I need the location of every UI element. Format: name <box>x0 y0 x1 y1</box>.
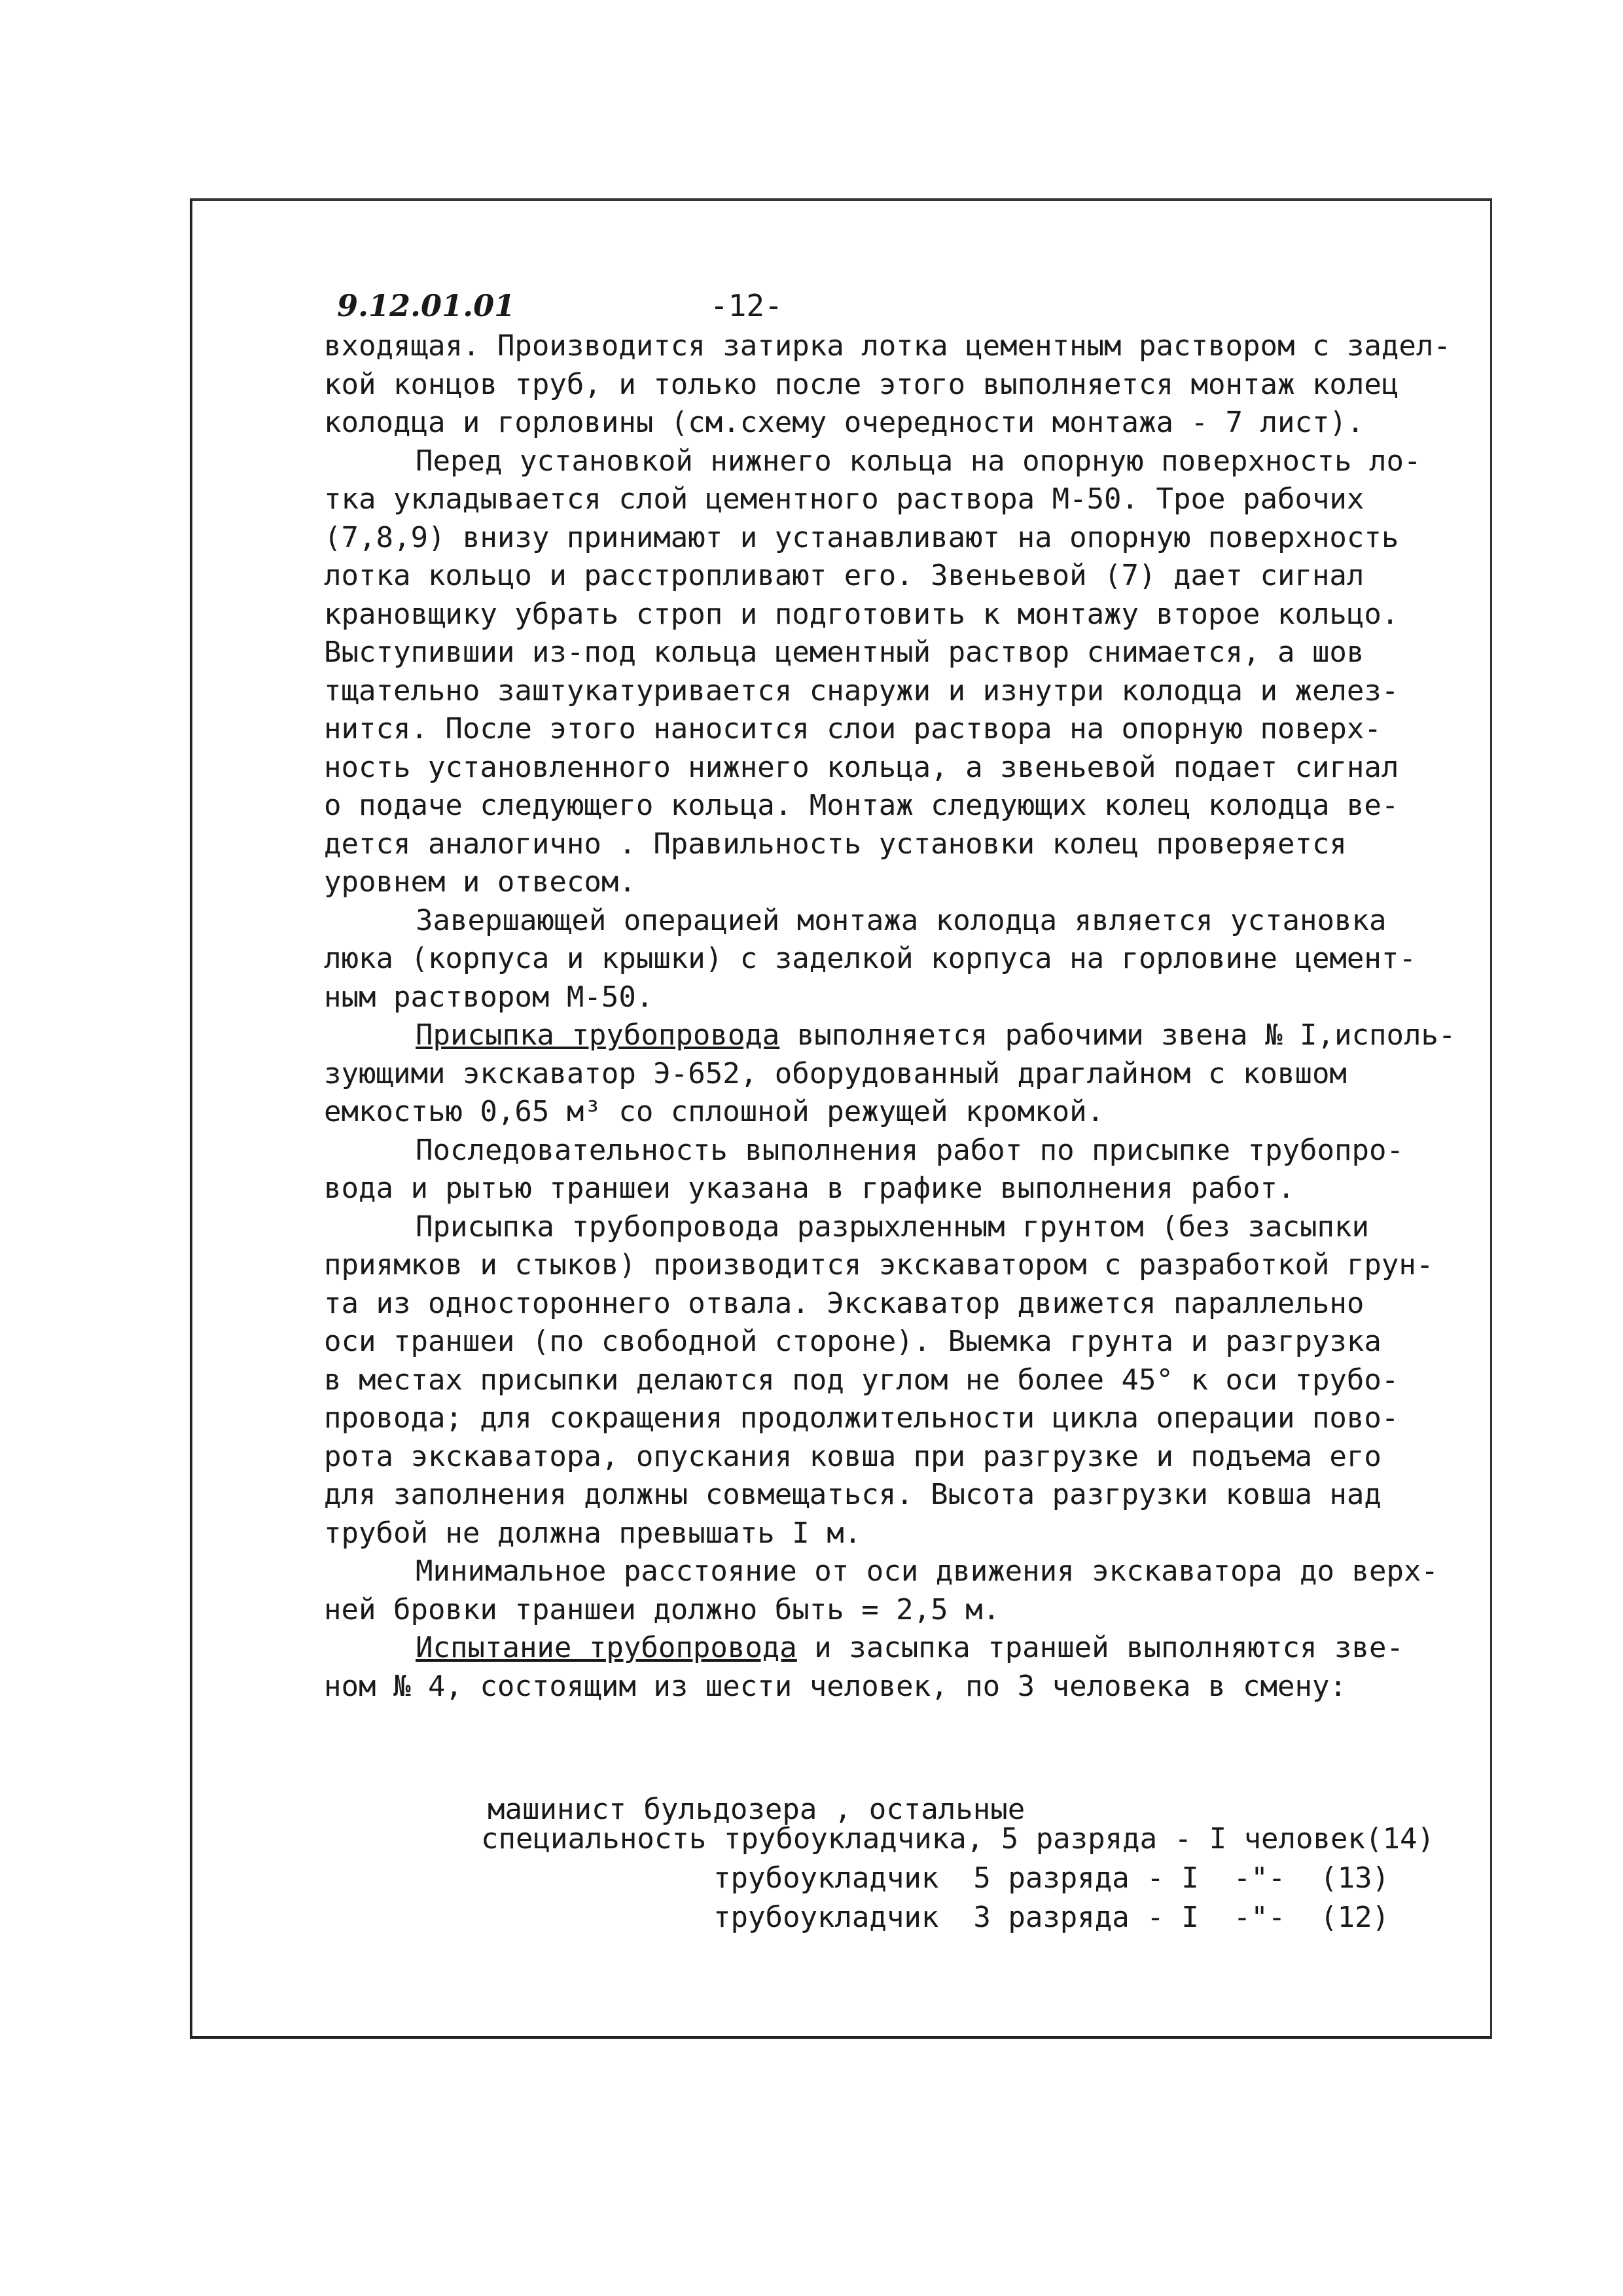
text-line: Присыпка трубопровода разрыхленным грунтом (без засыпки <box>416 1210 1369 1244</box>
text-line: дется аналогично . Правильность установки колец проверяется <box>324 827 1347 861</box>
text-line: Перед установкой нижнего кольца на опорную поверхность ло- <box>416 444 1421 478</box>
text-line: уровнем и отвесом. <box>324 865 636 899</box>
text-line: ном № 4, состоящим из шести человек, по 3 человека в смену: <box>324 1669 1347 1703</box>
text-line: Выступившии из-под кольца цементный раствор снимается, а шов <box>324 636 1364 669</box>
text-line: Завершающей операцией монтажа колодца является установка <box>416 903 1387 937</box>
text-line: вода и рытью траншеи указана в графике выполнения работ. <box>324 1172 1295 1205</box>
text-line: оси траншеи (по свободной стороне). Выемка грунта и разгрузка <box>324 1325 1382 1358</box>
text-line: провода; для сокращения продолжительности цикла операции пово- <box>324 1401 1399 1435</box>
body-text <box>324 327 1476 1706</box>
text-line: колодца и горловины (см.схему очередности монтажа - 7 лист). <box>324 406 1364 439</box>
text-line <box>324 1629 1476 1668</box>
text-line: нится. После этого наносится слои раствора на опорную поверх- <box>324 712 1382 745</box>
page-number: -12- <box>710 288 783 323</box>
document-code: 9.12.01.01 <box>337 288 516 323</box>
text-line: люка (корпуса и крышки) с заделкой корпуса на горловине цемент- <box>324 942 1416 975</box>
staff-line: машинист бульдозера , остальные <box>488 1793 1026 1826</box>
text-line: приямков и стыков) производится экскаватором с разработкой грун- <box>324 1248 1434 1282</box>
text-line: о подаче следующего кольца. Монтаж следующих колец колодца ве- <box>324 789 1399 822</box>
text-line: Последовательность выполнения работ по присыпке трубопро- <box>416 1133 1404 1167</box>
text-line: рота экскаватора, опускания ковша при разгрузке и подъема его <box>324 1439 1382 1473</box>
text-line: (7,8,9) внизу принимают и устанавливают на опорную поверхность <box>324 520 1399 554</box>
text-line <box>324 1016 1476 1055</box>
section-heading-ispytanie: Испытание трубопровода <box>416 1631 797 1664</box>
text-line: зующими экскаватор Э-652, оборудованный драглайном с ковшом <box>324 1056 1347 1090</box>
section-heading-prisypka: Присыпка трубопровода <box>416 1018 780 1052</box>
text-line: крановщику убрать строп и подготовить к монтажу второе кольцо. <box>324 597 1399 631</box>
text-line: Минимальное расстояние от оси движения экскаватора до верх- <box>416 1554 1438 1588</box>
staff-line: специальность трубоукладчика, 5 разряда - I человек(14) <box>481 1822 1435 1856</box>
text-line: тщательно заштукатуривается снаружи и изнутри колодца и желез- <box>324 673 1399 708</box>
text-line: ность установленного нижнего кольца, а звеньевой подает сигнал <box>324 750 1399 784</box>
text-line: лотка кольцо и расстропливают его. Звеньевой (7) дает сигнал <box>324 559 1364 592</box>
text-fragment: выполняется рабочими звена № I,исполь- <box>796 1018 1456 1052</box>
text-line: в местах присыпки делаются под углом не более 45° к оси трубо- <box>324 1363 1399 1397</box>
text-line: ным раствором М-50. <box>324 980 654 1014</box>
text-line: трубой не должна превышать I м. <box>324 1516 862 1550</box>
text-line: тка укладывается слой цементного раствора М-50. Трое рабочих <box>324 482 1364 516</box>
text-line: емкостью 0,65 м³ со сплошной режущей кромкой. <box>324 1095 1105 1128</box>
text-line: входящая. Производится затирка лотка цементным раствором с задел- <box>324 329 1451 363</box>
staff-line: трубоукладчик 3 разряда - I -"- (12) <box>713 1901 1390 1934</box>
text-line: для заполнения должны совмещаться. Высота разгрузки ковша над <box>324 1478 1382 1511</box>
staff-line: трубоукладчик 5 разряда - I -"- (13) <box>713 1861 1390 1895</box>
text-line: та из одностороннего отвала. Экскаватор движется параллельно <box>324 1286 1364 1320</box>
text-line: ней бровки траншеи должно быть = 2,5 м. <box>324 1592 1001 1626</box>
text-line: кой концов труб, и только после этого выполняется монтаж колец <box>324 367 1399 401</box>
text-fragment: и засыпка траншей выполняются зве- <box>814 1631 1404 1664</box>
